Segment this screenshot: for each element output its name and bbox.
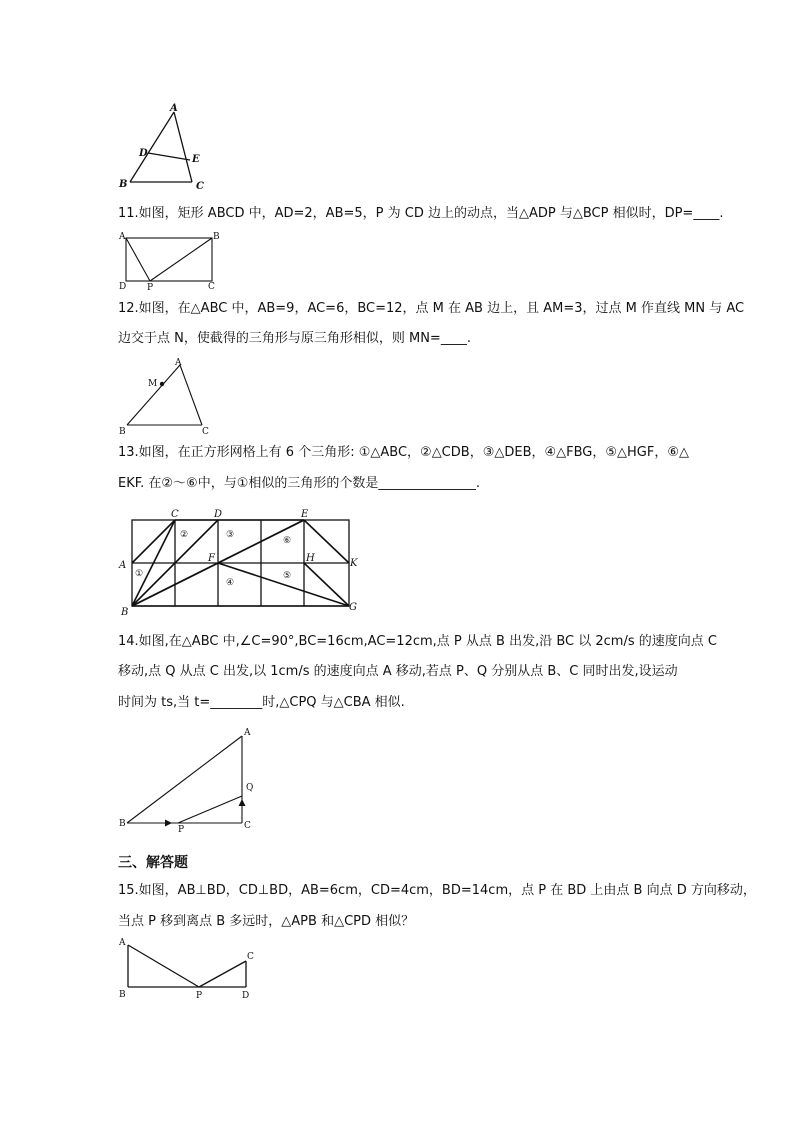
label-F: F: [208, 553, 215, 564]
point-M: [160, 382, 164, 386]
arrow-right-icon: [165, 820, 172, 827]
label-C: C: [247, 952, 254, 962]
label-Q: Q: [246, 783, 254, 793]
label-C: C: [244, 821, 251, 831]
label-C: C: [208, 282, 215, 291]
figure-q13-grid: [116, 506, 366, 616]
label-A: A: [175, 358, 182, 368]
region-6: ⑥: [283, 536, 292, 546]
region-5: ⑤: [283, 571, 292, 581]
label-M: M: [148, 379, 158, 389]
label-C: C: [171, 509, 179, 520]
figure-q10-triangle: [112, 100, 222, 195]
figure-q12-triangle: [116, 354, 221, 439]
label-A: A: [119, 232, 126, 242]
figure-q11-rectangle: [116, 229, 226, 291]
question-14-line-2: 移动,点 Q 从点 C 出发,以 1cm/s 的速度向点 A 移动,若点 P、Q 分别从点 B、C 同时出发,设运动: [118, 664, 678, 679]
question-14-line-1: 14.如图,在△ABC 中,∠C=90°,BC=16cm,AC=12cm,点 P 从点 B 出发,沿 BC 以 2cm/s 的速度向点 C: [118, 634, 717, 649]
question-15-line-1: 15.如图，AB⊥BD，CD⊥BD，AB=6cm，CD=4cm，BD=14cm，点 P 在 BD 上由点 B 向点 D 方向移动，: [118, 883, 756, 898]
section-heading: 三、解答题: [118, 855, 188, 871]
arrow-up-icon: [239, 799, 246, 806]
label-E: E: [301, 509, 309, 520]
figure-q14-right-triangle: [116, 724, 266, 836]
label-A: A: [244, 728, 251, 738]
label-P: P: [147, 283, 154, 291]
figure-q15-two-triangles: [116, 935, 266, 1003]
label-P: P: [178, 825, 185, 835]
label-A: A: [119, 938, 126, 948]
label-B: B: [121, 607, 129, 616]
label-B: B: [119, 179, 128, 190]
label-K: K: [350, 558, 358, 569]
label-D: D: [139, 148, 148, 159]
label-C: C: [202, 427, 209, 437]
label-P: P: [196, 991, 203, 1001]
label-E: E: [192, 154, 200, 165]
question-12-line-1: 12.如图，在△ABC 中，AB=9，AC=6，BC=12，点 M 在 AB 边上，且 AM=3，过点 M 作直线 MN 与 AC: [118, 301, 745, 316]
region-3: ③: [226, 530, 235, 540]
region-1: ①: [135, 569, 144, 579]
question-13-line-2: EKF. 在②～⑥中，与①相似的三角形的个数是_______________.: [118, 476, 480, 491]
label-H: H: [306, 553, 315, 564]
question-15-line-2: 当点 P 移到离点 B 多远时，△APB 和△CPD 相似？: [118, 914, 415, 929]
label-B: B: [213, 232, 220, 242]
question-12-line-2: 边交于点 N，使截得的三角形与原三角形相似，则 MN=____.: [118, 331, 471, 346]
label-A: A: [119, 560, 127, 571]
region-2: ②: [180, 530, 189, 540]
question-11: 11.如图，矩形 ABCD 中，AD=2，AB=5，P 为 CD 边上的动点，当△ADP 与△BCP 相似时，DP=____.: [118, 206, 724, 221]
label-G: G: [349, 602, 357, 613]
label-C: C: [196, 181, 204, 192]
label-D: D: [214, 509, 223, 520]
question-13-line-1: 13.如图，在正方形网格上有 6 个三角形: ①△ABC，②△CDB，③△DEB，④△FBG，⑤△HGF，⑥△: [118, 445, 690, 460]
question-14-line-3: 时间为 ts,当 t=________时,△CPQ 与△CBA 相似.: [118, 695, 405, 710]
label-D: D: [242, 991, 250, 1001]
label-B: B: [119, 990, 126, 1000]
label-D: D: [119, 282, 127, 291]
label-A: A: [170, 103, 178, 114]
label-B: B: [119, 819, 126, 829]
region-4: ④: [226, 578, 235, 588]
label-B: B: [119, 427, 126, 437]
